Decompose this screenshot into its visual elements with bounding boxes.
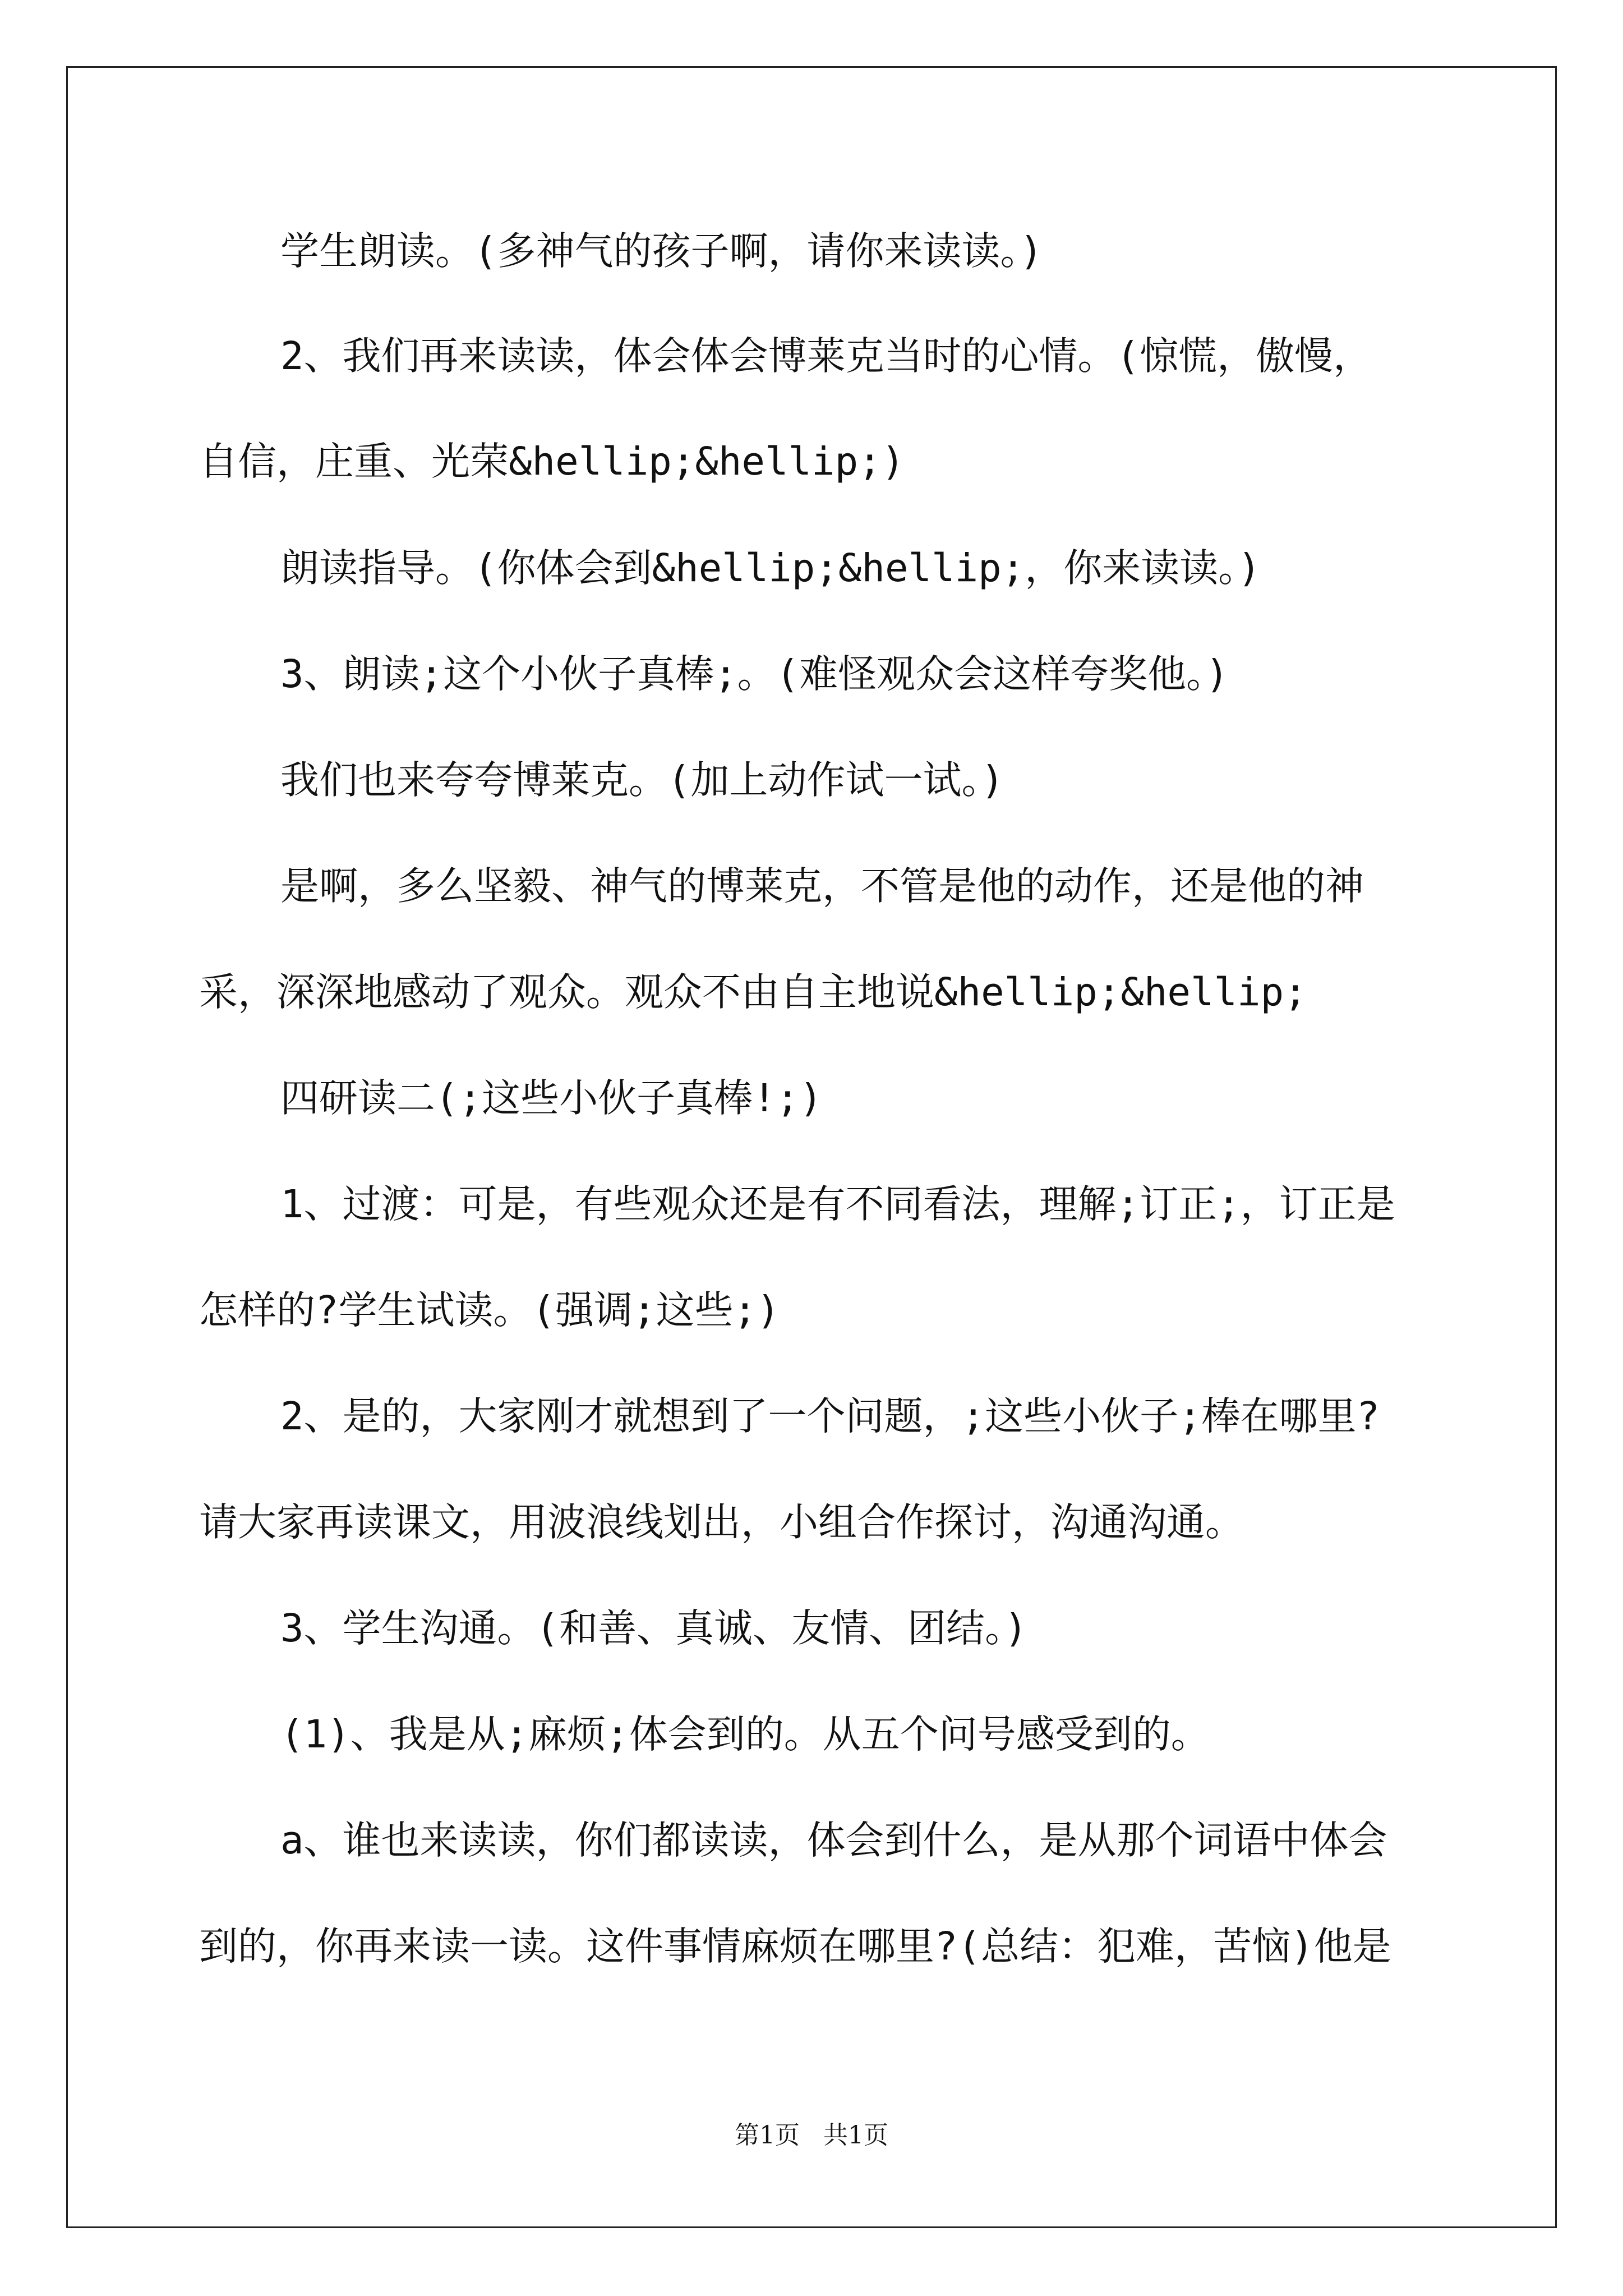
text-line: 我们也来夸夸博莱克。(加上动作试一试。) xyxy=(280,758,1004,803)
text-line: 1、过渡：可是，有些观众还是有不同看法，理解;订正;，订正是 xyxy=(280,1182,1395,1227)
text-line: 是啊，多么坚毅、神气的博莱克，不管是他的动作，还是他的神 xyxy=(280,864,1364,909)
text-line: 自信，庄重、光荣&hellip;&hellip;) xyxy=(199,439,905,484)
text-line: 学生朗读。(多神气的孩子啊，请你来读读。) xyxy=(280,229,1043,274)
text-line: 四研读二(;这些小伙子真棒!;) xyxy=(280,1076,823,1121)
text-line: 怎样的?学生试读。(强调;这些;) xyxy=(199,1288,780,1333)
text-line: 采，深深地感动了观众。观众不由自主地说&hellip;&hellip; xyxy=(199,970,1307,1015)
text-line: 3、学生沟通。(和善、真诚、友情、团结。) xyxy=(280,1606,1028,1651)
text-line: 请大家再读课文，用波浪线划出，小组合作探讨，沟通沟通。 xyxy=(199,1500,1244,1545)
text-line: 2、我们再来读读，体会体会博莱克当时的心情。(惊慌，傲慢， xyxy=(280,334,1372,379)
page-number-footer: 第1页 共1页 xyxy=(735,2121,888,2150)
text-line: 3、朗读;这个小伙子真棒;。(难怪观众会这样夸奖他。) xyxy=(280,652,1229,697)
text-line: 朗读指导。(你体会到&hellip;&hellip;，你来读读。) xyxy=(280,546,1261,591)
text-line: 2、是的，大家刚才就想到了一个问题，;这些小伙子;棒在哪里? xyxy=(280,1394,1380,1439)
text-line: a、谁也来读读，你们都读读，体会到什么，是从那个词语中体会 xyxy=(280,1818,1387,1863)
text-line: (1)、我是从;麻烦;体会到的。从五个问号感受到的。 xyxy=(280,1712,1210,1757)
text-line: 到的，你再来读一读。这件事情麻烦在哪里?(总结：犯难，苦恼)他是 xyxy=(199,1924,1391,1969)
